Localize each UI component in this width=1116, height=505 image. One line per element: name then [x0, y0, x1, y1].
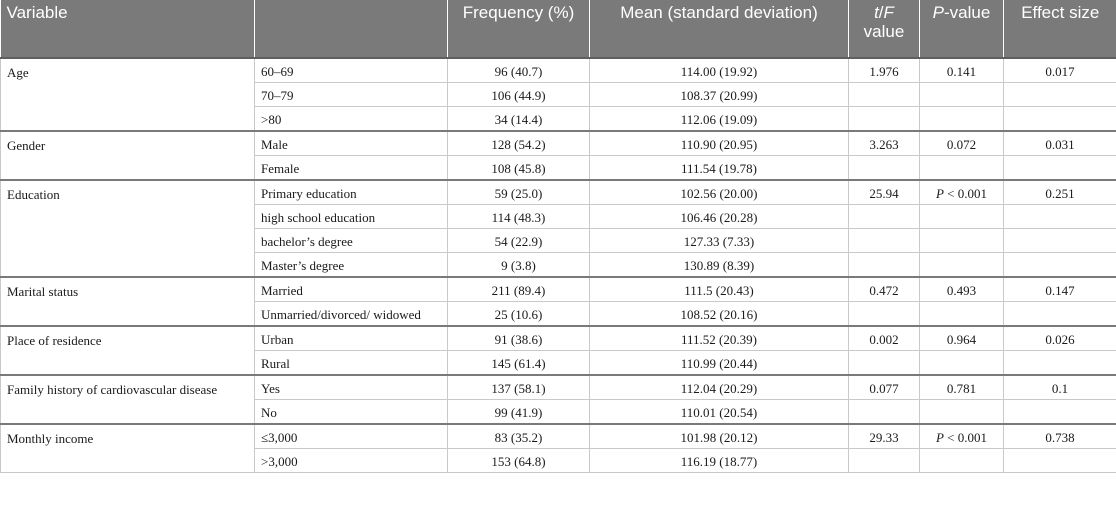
cell-mean: 111.54 (19.78): [590, 156, 849, 181]
cell-p-value: [920, 180, 1004, 205]
cell-category: Yes: [255, 375, 448, 400]
cell-category: high school education: [255, 205, 448, 229]
cell-p-value: [920, 326, 1004, 351]
cell-tf-value-empty: [849, 83, 920, 107]
cell-mean: 108.37 (20.99): [590, 83, 849, 107]
cell-effect-size: 0.147: [1004, 277, 1116, 302]
cell-effect-size-empty: [1004, 400, 1116, 425]
cell-effect-size-empty: [1004, 205, 1116, 229]
cell-tf-value: 0.002: [849, 326, 920, 351]
table-row: [1, 277, 1116, 302]
p-prefix: P: [935, 430, 944, 445]
table-row: [1, 180, 1116, 205]
cell-effect-size: 0.738: [1004, 424, 1116, 449]
cell-p-value-empty: [920, 205, 1004, 229]
cell-effect-size: 0.251: [1004, 180, 1116, 205]
cell-frequency: 211 (89.4): [448, 277, 590, 302]
table-row: [1, 58, 1116, 83]
cell-mean: 111.52 (20.39): [590, 326, 849, 351]
cell-frequency: 25 (10.6): [448, 302, 590, 327]
table-row: [1, 375, 1116, 400]
cell-tf-value-empty: [849, 449, 920, 473]
cell-frequency: 137 (58.1): [448, 375, 590, 400]
cell-effect-size-empty: [1004, 107, 1116, 132]
cell-variable: Family history of cardiovascular disease: [1, 375, 255, 424]
cell-frequency: 34 (14.4): [448, 107, 590, 132]
cell-p-value: [920, 424, 1004, 449]
cell-variable: Education: [1, 180, 255, 277]
cell-p-value-empty: [920, 253, 1004, 278]
header-category: [255, 0, 448, 58]
cell-tf-value: 29.33: [849, 424, 920, 449]
cell-category: 70–79: [255, 83, 448, 107]
p-prefix: P: [935, 186, 944, 201]
p-number: 0.493: [946, 283, 977, 298]
cell-tf-value-empty: [849, 229, 920, 253]
cell-frequency: 153 (64.8): [448, 449, 590, 473]
cell-category: bachelor’s degree: [255, 229, 448, 253]
cell-effect-size-empty: [1004, 229, 1116, 253]
cell-mean: 108.52 (20.16): [590, 302, 849, 327]
header-row: [1, 0, 1116, 58]
cell-tf-value-empty: [849, 400, 920, 425]
cell-variable: Place of residence: [1, 326, 255, 375]
table-body: [1, 58, 1116, 473]
p-number: 0.781: [946, 381, 977, 396]
cell-category: Primary education: [255, 180, 448, 205]
cell-mean: 112.04 (20.29): [590, 375, 849, 400]
cell-category: Male: [255, 131, 448, 156]
cell-tf-value: 25.94: [849, 180, 920, 205]
header-tf-t: t: [874, 3, 879, 22]
header-p-em: P: [932, 3, 945, 22]
cell-p-value-empty: [920, 400, 1004, 425]
cell-category: Married: [255, 277, 448, 302]
cell-effect-size: 0.026: [1004, 326, 1116, 351]
cell-category: >3,000: [255, 449, 448, 473]
table-row: [1, 131, 1116, 156]
p-number: 0.141: [946, 64, 977, 79]
cell-category: Master’s degree: [255, 253, 448, 278]
p-number: 0.072: [946, 137, 977, 152]
cell-effect-size-empty: [1004, 83, 1116, 107]
cell-p-value: [920, 277, 1004, 302]
cell-effect-size: 0.1: [1004, 375, 1116, 400]
cell-mean: 116.19 (18.77): [590, 449, 849, 473]
cell-frequency: 128 (54.2): [448, 131, 590, 156]
header-tf-f: F: [883, 3, 894, 22]
cell-p-value-empty: [920, 302, 1004, 327]
cell-frequency: 83 (35.2): [448, 424, 590, 449]
cell-p-value-empty: [920, 107, 1004, 132]
cell-tf-value: 0.472: [849, 277, 920, 302]
header-tf-sep: /: [878, 3, 884, 22]
cell-frequency: 59 (25.0): [448, 180, 590, 205]
cell-mean: 102.56 (20.00): [590, 180, 849, 205]
table-row: [1, 326, 1116, 351]
cell-tf-value-empty: [849, 253, 920, 278]
table-header: [1, 0, 1116, 58]
cell-frequency: 108 (45.8): [448, 156, 590, 181]
cell-effect-size-empty: [1004, 351, 1116, 376]
header-variable: Variable: [1, 0, 255, 58]
cell-p-value-empty: [920, 351, 1004, 376]
cell-p-value: [920, 58, 1004, 83]
cell-frequency: 106 (44.9): [448, 83, 590, 107]
header-frequency: Frequency (%): [448, 0, 590, 58]
cell-tf-value-empty: [849, 351, 920, 376]
cell-p-value-empty: [920, 229, 1004, 253]
cell-frequency: 54 (22.9): [448, 229, 590, 253]
cell-category: Unmarried/divorced/ widowed: [255, 302, 448, 327]
cell-variable: Gender: [1, 131, 255, 180]
cell-mean: 110.99 (20.44): [590, 351, 849, 376]
cell-frequency: 99 (41.9): [448, 400, 590, 425]
p-number: < 0.001: [943, 430, 988, 445]
header-effect-size: Effect size: [1004, 0, 1116, 58]
table-row: [1, 424, 1116, 449]
p-number: 0.964: [946, 332, 977, 347]
cell-mean: 112.06 (19.09): [590, 107, 849, 132]
cell-tf-value-empty: [849, 302, 920, 327]
cell-effect-size: 0.017: [1004, 58, 1116, 83]
cell-p-value-empty: [920, 449, 1004, 473]
cell-frequency: 145 (61.4): [448, 351, 590, 376]
cell-p-value: [920, 375, 1004, 400]
cell-tf-value-empty: [849, 205, 920, 229]
header-p-value: [920, 0, 1004, 58]
cell-p-value-empty: [920, 83, 1004, 107]
cell-frequency: 96 (40.7): [448, 58, 590, 83]
header-mean: Mean (standard deviation): [590, 0, 849, 58]
cell-tf-value-empty: [849, 107, 920, 132]
header-tf-post: value: [863, 22, 905, 41]
cell-tf-value-empty: [849, 156, 920, 181]
cell-mean: 101.98 (20.12): [590, 424, 849, 449]
cell-tf-value: 3.263: [849, 131, 920, 156]
cell-frequency: 9 (3.8): [448, 253, 590, 278]
cell-mean: 110.90 (20.95): [590, 131, 849, 156]
cell-variable: Monthly income: [1, 424, 255, 473]
cell-tf-value: 0.077: [849, 375, 920, 400]
cell-category: Rural: [255, 351, 448, 376]
cell-category: Female: [255, 156, 448, 181]
header-p-post: -value: [944, 3, 991, 22]
cell-effect-size-empty: [1004, 156, 1116, 181]
cell-p-value: [920, 131, 1004, 156]
cell-category: No: [255, 400, 448, 425]
cell-category: Urban: [255, 326, 448, 351]
header-tf-value: [849, 0, 920, 58]
cell-category: 60–69: [255, 58, 448, 83]
cell-effect-size: 0.031: [1004, 131, 1116, 156]
cell-mean: 130.89 (8.39): [590, 253, 849, 278]
cell-mean: 106.46 (20.28): [590, 205, 849, 229]
cell-frequency: 91 (38.6): [448, 326, 590, 351]
cell-effect-size-empty: [1004, 449, 1116, 473]
cell-category: ≤3,000: [255, 424, 448, 449]
cell-mean: 110.01 (20.54): [590, 400, 849, 425]
cell-category: >80: [255, 107, 448, 132]
cell-mean: 114.00 (19.92): [590, 58, 849, 83]
cell-mean: 111.5 (20.43): [590, 277, 849, 302]
cell-mean: 127.33 (7.33): [590, 229, 849, 253]
cell-effect-size-empty: [1004, 302, 1116, 327]
p-number: < 0.001: [943, 186, 988, 201]
cell-variable: Age: [1, 58, 255, 131]
cell-variable: Marital status: [1, 277, 255, 326]
cell-p-value-empty: [920, 156, 1004, 181]
cell-frequency: 114 (48.3): [448, 205, 590, 229]
cell-tf-value: 1.976: [849, 58, 920, 83]
cell-effect-size-empty: [1004, 253, 1116, 278]
